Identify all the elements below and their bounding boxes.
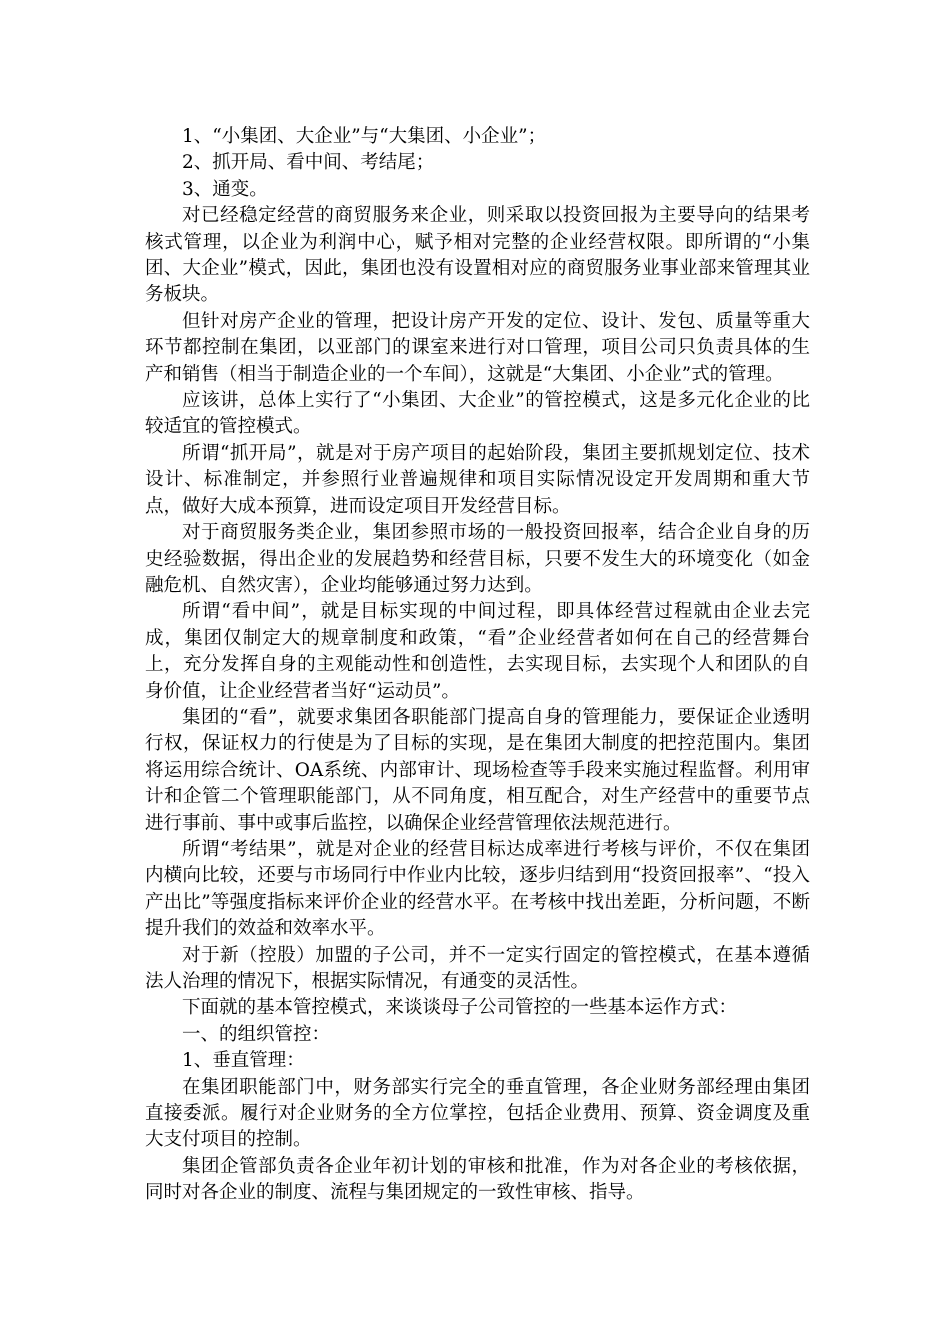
paragraph-9: 所谓“看中间”，就是目标实现的中间过程，即具体经营过程就由企业去完成，集团仅制定大的规章制度和政策，“看”企业经营者如何在自己的经营舞台上，充分发挥自身的主观能动性和创造性，去实现目标，去实现个人和团队的自身价值，让企业经营者当好“运动员”。 xyxy=(145,601,810,702)
paragraph-10: 集团的“看”，就要求集团各职能部门提高自身的管理能力，要保证企业透明行权，保证权力的行使是为了目标的实现，是在集团大制度的把控范围内。集团将运用综合统计、OA系统、内部审计、现场检查等手段来实施过程监督。利用审计和企管二个管理职能部门，从不同角度，相互配合，对生产经营中的重要节点进行事前、事中或事后监控，以确保企业经营管理依法规范进行。 xyxy=(145,706,810,834)
paragraph-4: 对已经稳定经营的商贸服务来企业，则采取以投资回报为主要导向的结果考核式管理，以企业为利润中心，赋予相对完整的企业经营权限。即所谓的“小集团、大企业”模式，因此，集团也没有设置相对应的商贸服务业事业部来管理其业务板块。 xyxy=(145,205,810,306)
paragraph-3: 3、通变。 xyxy=(182,178,268,200)
document-body xyxy=(145,124,810,1207)
paragraph-17: 集团企管部负责各企业年初计划的审核和批准，作为对各企业的考核依据，同时对各企业的制度、流程与集团规定的一致性审核、指导。 xyxy=(145,1155,810,1204)
paragraph-11: 所谓“考结果”，就是对企业的经营目标达成率进行考核与评价，不仅在集团内横向比较，还要与市场同行中作业内比较，逐步归结到用“投资回报率”、“投入产出比”等强度指标来评价企业的经营水平。在考核中找出差距，分析问题，不断提升我们的效益和效率水平。 xyxy=(145,838,810,940)
paragraph-1: 1、“小集团、大企业”与“大集团、小企业”； xyxy=(182,126,547,147)
paragraph-13: 下面就的基本管控模式，来谈谈母子公司管控的一些基本运作方式： xyxy=(182,997,738,1019)
paragraph-8: 对于商贸服务类企业，集团参照市场的一般投资回报率，结合企业自身的历史经验数据，得出企业的发展趋势和经营目标，只要不发生大的环境变化（如金融危机、自然灾害），企业均能够通过努力达到。 xyxy=(145,522,810,596)
paragraph-12: 对于新（控股）加盟的子公司，并不一定实行固定的管控模式，在基本遵循法人治理的情况下，根据实际情况，有通变的灵活性。 xyxy=(145,944,810,992)
paragraph-5: 但针对房产企业的管理，把设计房产开发的定位、设计、发包、质量等重大环节都控制在集团，以亚部门的课室来进行对口管理，项目公司只负责具体的生产和销售（相当于制造企业的一个车间），这就是“大集团、小企业”式的管理。 xyxy=(145,310,810,385)
paragraph-7: 所谓“抓开局”，就是对于房产项目的起始阶段，集团主要抓规划定位、技术设计、标准制定，并参照行业普遍规律和项目实际情况设定开发周期和重大节点，做好大成本预算，进而设定项目开发经营目标。 xyxy=(145,442,810,517)
paragraph-16: 在集团职能部门中，财务部实行完全的垂直管理，各企业财务部经理由集团直接委派。履行对企业财务的全方位掌控，包括企业费用、预算、资金调度及重大支付项目的控制。 xyxy=(145,1076,810,1151)
paragraph-6: 应该讲，总体上实行了“小集团、大企业”的管控模式，这是多元化企业的比较适宜的管控模式。 xyxy=(145,390,810,438)
paragraph-15: 1、垂直管理： xyxy=(182,1050,305,1072)
paragraph-2: 2、抓开局、看中间、考结尾； xyxy=(182,152,435,174)
paragraph-14: 一、的组织管控： xyxy=(182,1023,331,1045)
